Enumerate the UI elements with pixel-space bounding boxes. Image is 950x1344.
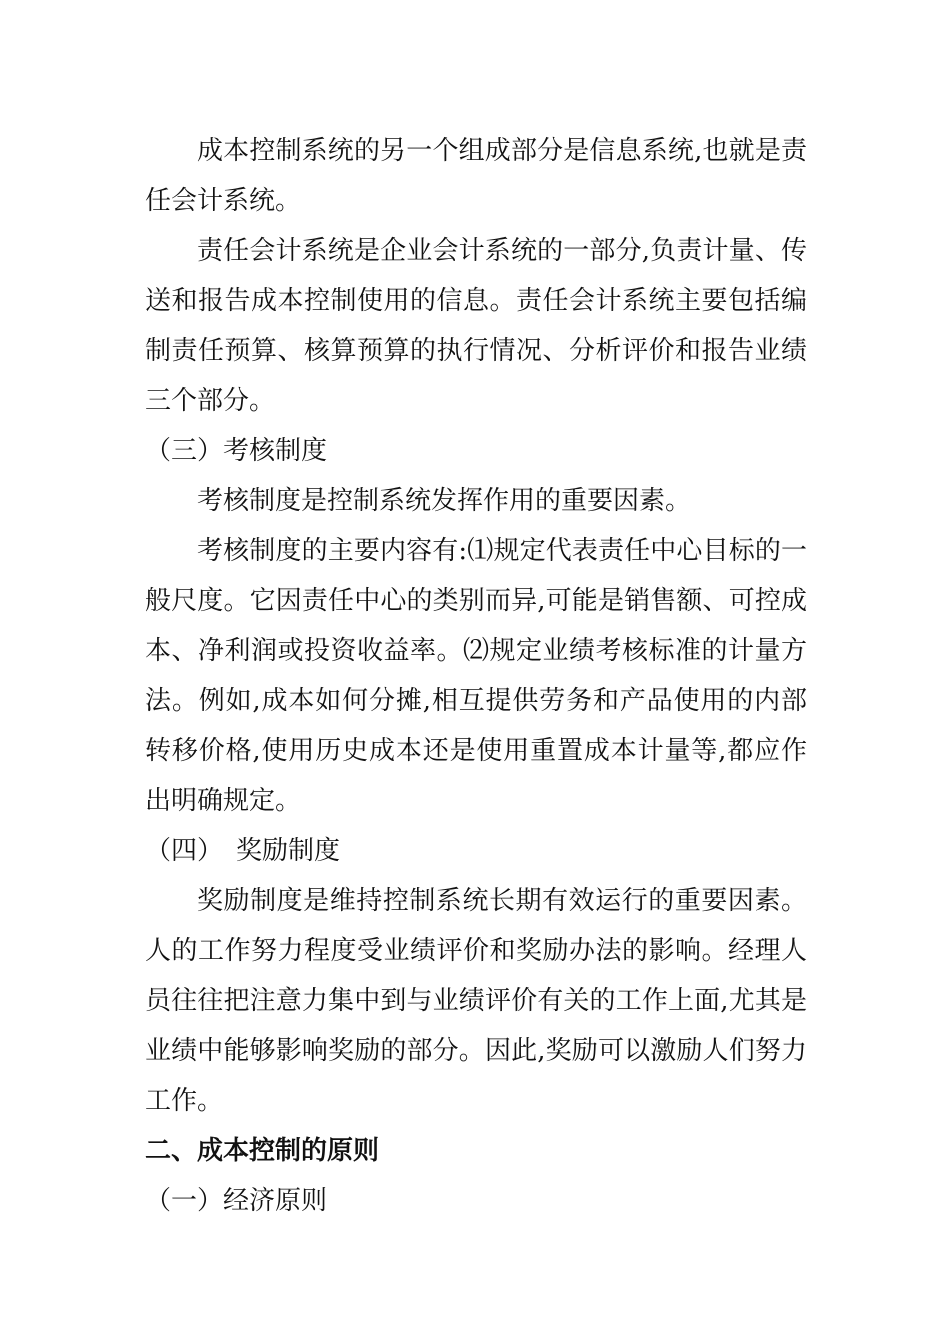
- document-body: [145, 126, 807, 1226]
- section-heading-economic-principle: （一）经济原则: [145, 1186, 328, 1216]
- chapter-heading-cost-control-principles: 二、成本控制的原则: [145, 1136, 380, 1166]
- paragraph-reward-system: 奖励制度是维持控制系统长期有效运行的重要因素。人的工作努力程度受业绩评价和奖励办法的影响。经理人员往往把注意力集中到与业绩评价有关的工作上面,尤其是业绩中能够影响奖励的部分。因此,奖励可以激励人们努力工作。: [145, 886, 807, 1116]
- section-heading-assessment-system: （三）考核制度: [145, 436, 328, 466]
- paragraph-assessment-importance: 考核制度是控制系统发挥作用的重要因素。: [197, 486, 692, 516]
- paragraph-responsibility-accounting: 责任会计系统是企业会计系统的一部分,负责计量、传送和报告成本控制使用的信息。责任会计系统主要包括编制责任预算、核算预算的执行情况、分析评价和报告业绩三个部分。: [145, 236, 807, 416]
- paragraph-info-system: 成本控制系统的另一个组成部分是信息系统,也就是责任会计系统。: [145, 136, 807, 216]
- section-heading-reward-system: （四） 奖励制度: [145, 836, 341, 866]
- paragraph-assessment-content: 考核制度的主要内容有:⑴规定代表责任中心目标的一般尺度。它因责任中心的类别而异,可能是销售额、可控成本、净利润或投资收益率。⑵规定业绩考核标准的计量方法。例如,成本如何分摊,相互提供劳务和产品使用的内部转移价格,使用历史成本还是使用重置成本计量等,都应作出明确规定。: [145, 536, 807, 816]
